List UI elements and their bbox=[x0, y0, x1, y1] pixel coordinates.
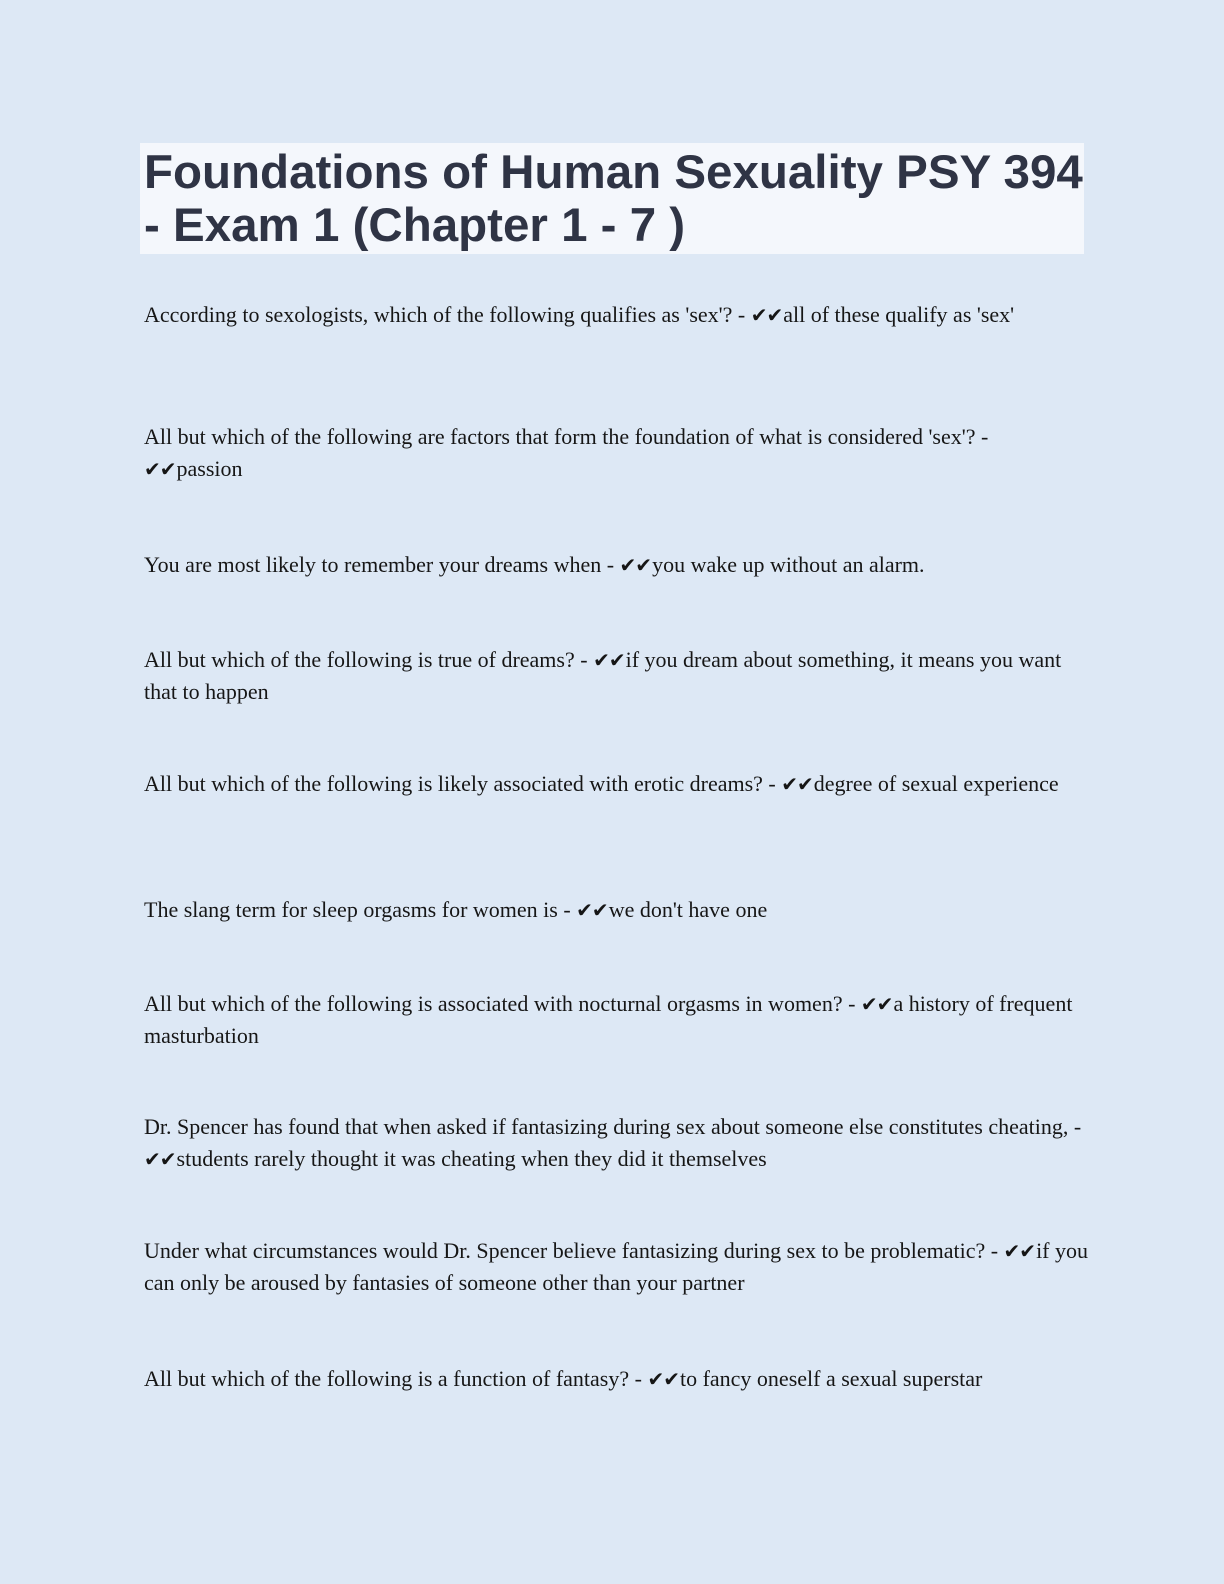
list-item bbox=[144, 644, 1090, 708]
answer-text: passion bbox=[176, 456, 243, 481]
answer-text: degree of sexual experience bbox=[813, 771, 1059, 796]
list-item bbox=[144, 421, 1090, 485]
answer-text: to fancy oneself a sexual superstar bbox=[679, 1366, 983, 1391]
question-text: You are most likely to remember your dreams when - bbox=[144, 552, 620, 577]
list-item bbox=[144, 988, 1090, 1052]
list-item bbox=[144, 768, 1090, 800]
list-item bbox=[144, 1363, 1090, 1395]
double-check-icon: ✔✔ bbox=[144, 1147, 176, 1171]
answer-text: all of these qualify as 'sex' bbox=[783, 302, 1015, 327]
list-item bbox=[144, 299, 1090, 331]
list-item bbox=[144, 549, 1090, 581]
double-check-icon: ✔✔ bbox=[593, 648, 625, 672]
answer-text: we don't have one bbox=[608, 897, 768, 922]
answer-text: you wake up without an alarm. bbox=[652, 552, 925, 577]
list-item bbox=[144, 1111, 1090, 1175]
answer-text: if you dream about something, it means you want that to happen bbox=[144, 647, 1062, 704]
document-title: Foundations of Human Sexuality PSY 394 - Exam 1 (Chapter 1 - 7 ) bbox=[144, 146, 1083, 252]
double-check-icon: ✔✔ bbox=[781, 772, 813, 796]
question-text: The slang term for sleep orgasms for women is - bbox=[144, 897, 577, 922]
question-text: Under what circumstances would Dr. Spencer believe fantasizing during sex to be problematic? - bbox=[144, 1238, 1004, 1263]
double-check-icon: ✔✔ bbox=[647, 1367, 679, 1391]
answer-text: a history of frequent masturbation bbox=[144, 991, 1073, 1048]
double-check-icon: ✔✔ bbox=[860, 992, 893, 1016]
double-check-icon: ✔✔ bbox=[750, 303, 783, 327]
question-text: According to sexologists, which of the following qualifies as 'sex'? - bbox=[144, 302, 751, 327]
double-check-icon: ✔✔ bbox=[619, 553, 652, 577]
answer-text: if you can only be aroused by fantasies of someone other than your partner bbox=[144, 1238, 1089, 1295]
question-text: All but which of the following are factors that form the foundation of what is considered 'sex'? - bbox=[144, 424, 989, 449]
double-check-icon: ✔✔ bbox=[1003, 1239, 1036, 1263]
list-item bbox=[144, 894, 1090, 926]
list-item bbox=[144, 1235, 1090, 1299]
title-banner bbox=[140, 143, 1084, 254]
answer-text: students rarely thought it was cheating when they did it themselves bbox=[176, 1146, 767, 1171]
question-text: Dr. Spencer has found that when asked if fantasizing during sex about someone else constitutes cheating, - bbox=[144, 1114, 1082, 1139]
question-text: All but which of the following is a function of fantasy? - bbox=[144, 1366, 648, 1391]
double-check-icon: ✔✔ bbox=[576, 898, 608, 922]
question-text: All but which of the following is associated with nocturnal orgasms in women? - bbox=[144, 991, 861, 1016]
question-text: All but which of the following is true of dreams? - bbox=[144, 647, 594, 672]
double-check-icon: ✔✔ bbox=[144, 457, 176, 481]
question-text: All but which of the following is likely associated with erotic dreams? - bbox=[144, 771, 782, 796]
